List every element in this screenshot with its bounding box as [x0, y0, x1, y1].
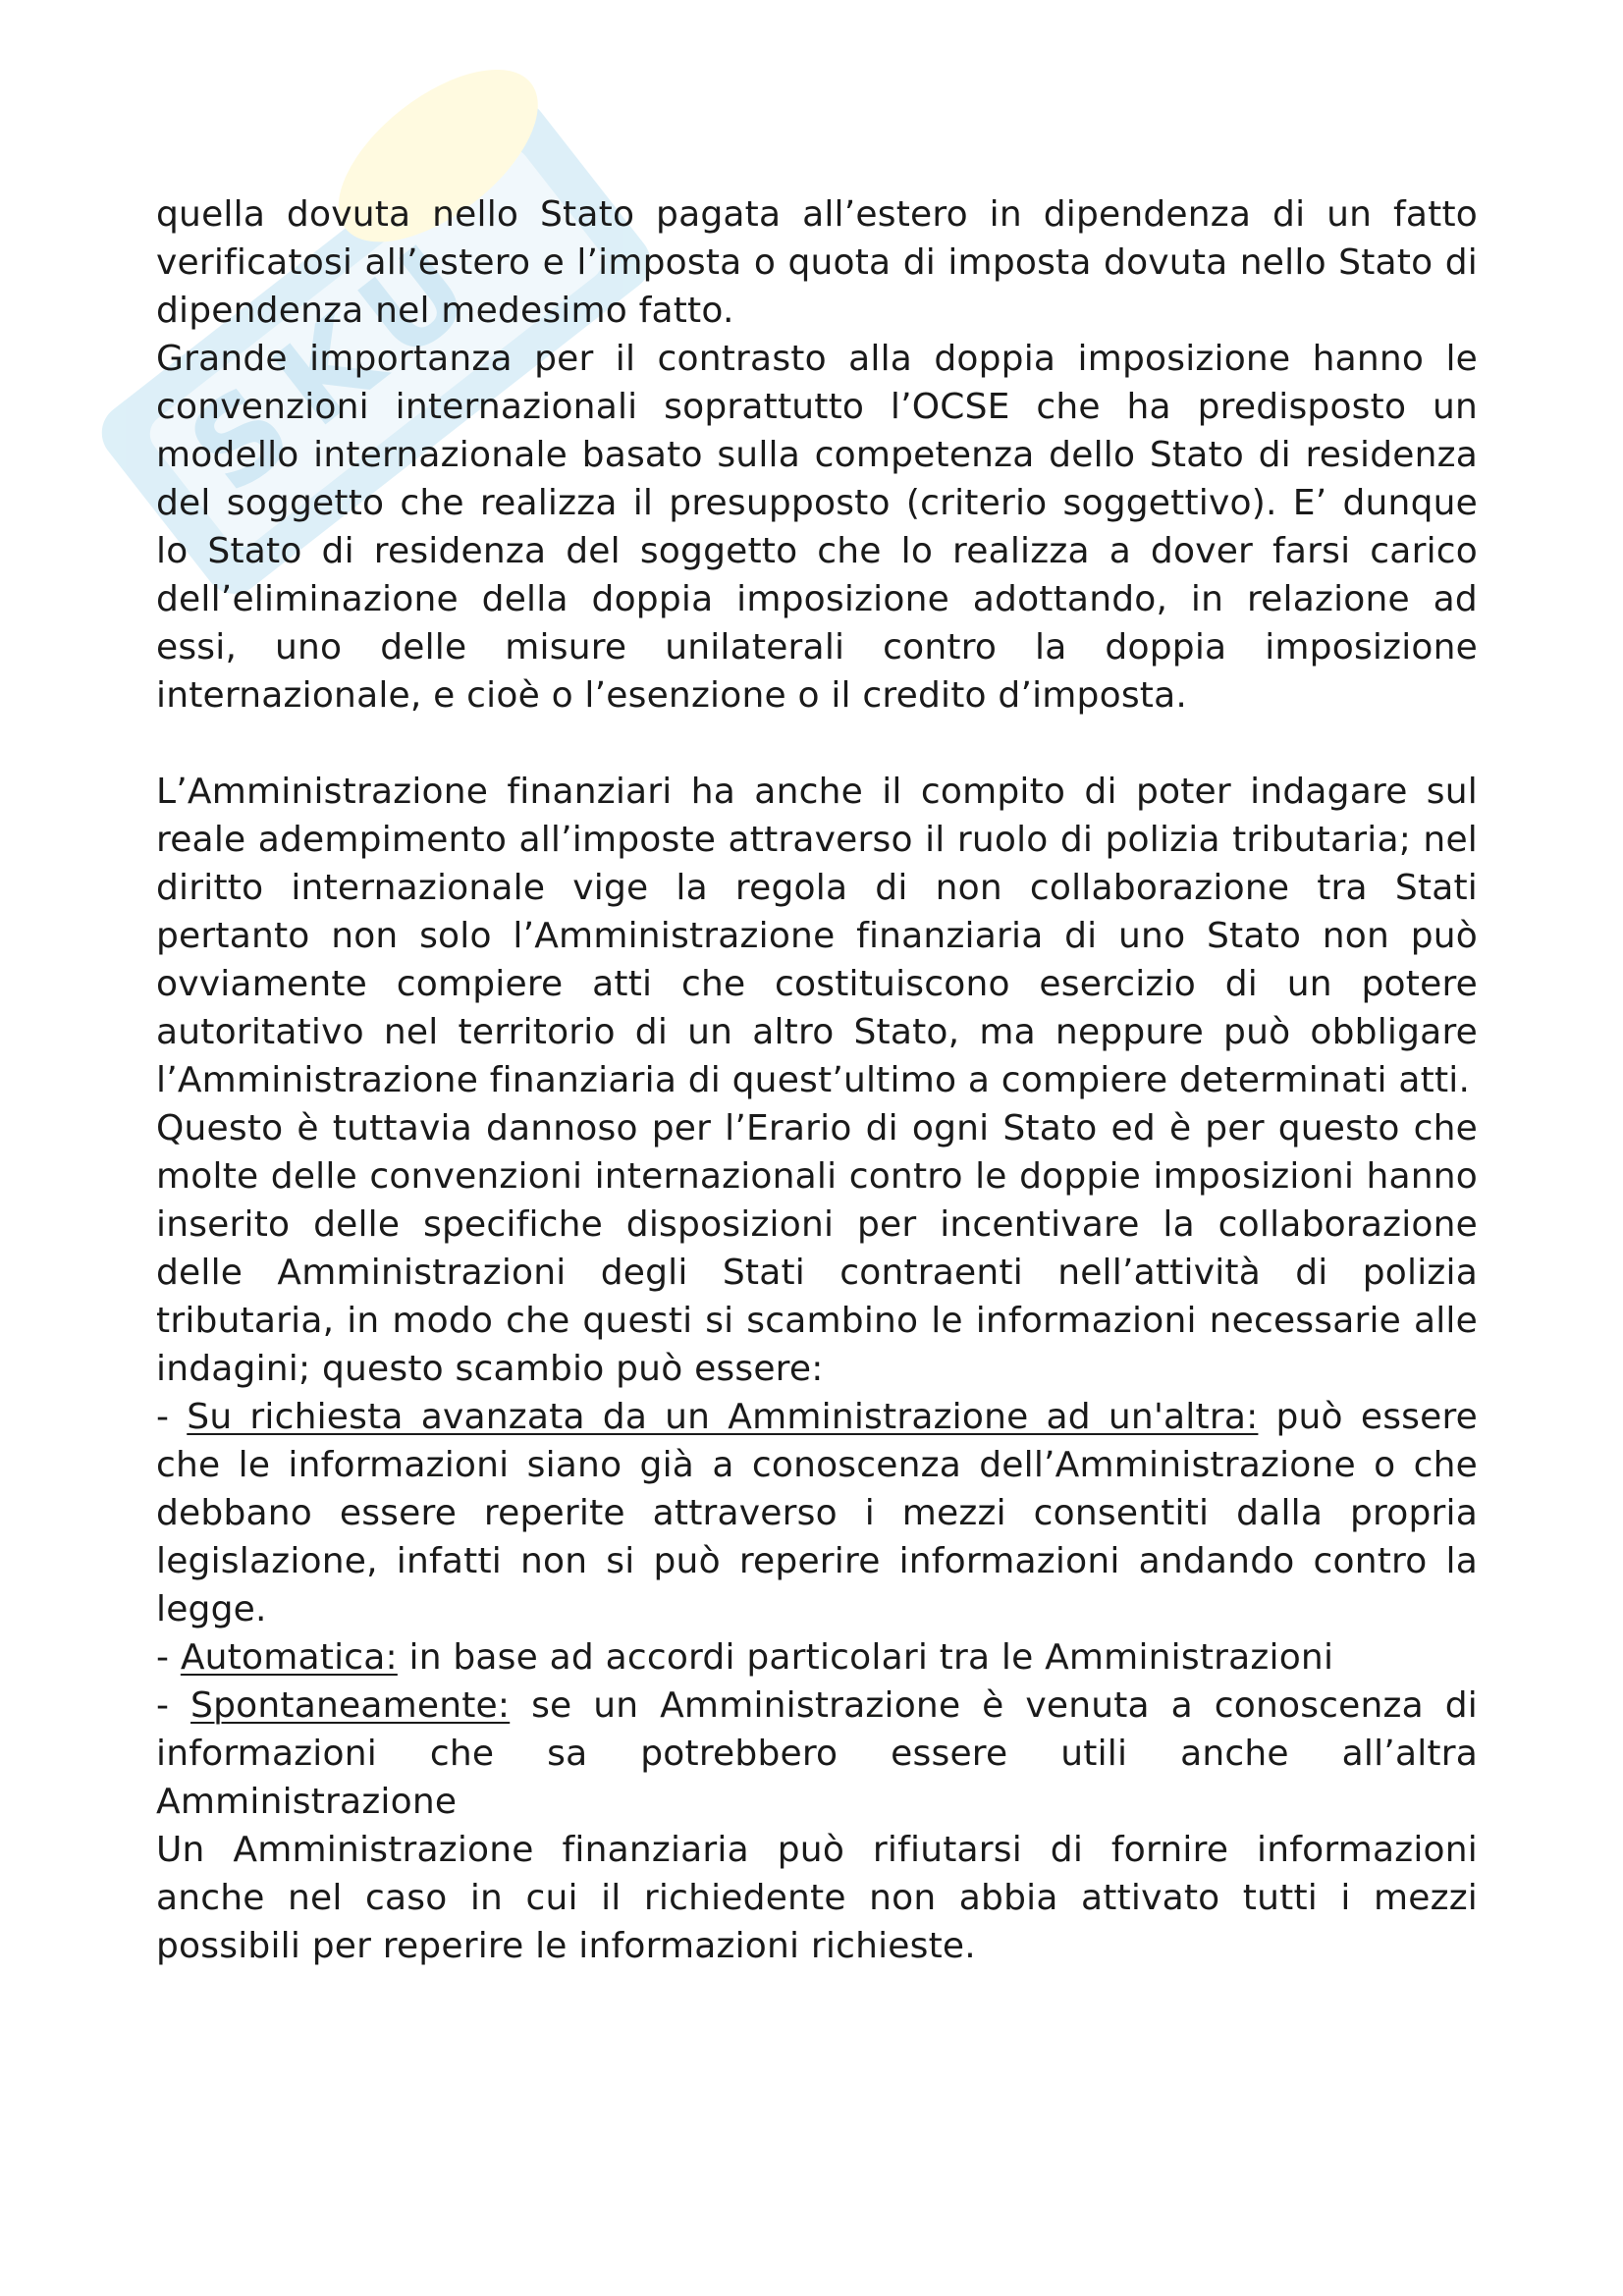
paragraph-2: Grande importanza per il contrasto alla doppia imposizione hanno le convenzioni internazionali soprattutto l’OCSE che ha predisposto un modello internazionale basato sulla competenza dello Stato di residenza del soggetto che realizza il presupposto (criterio soggettivo). E’ dunque lo Stato di residenza del soggetto che lo realizza a dover farsi carico dell’eliminazione della doppia imposizione adottando, in relazione ad essi, uno delle misure unilaterali contro la doppia imposizione internazionale, e cioè o l’esenzione o il credito d’imposta. — [156, 339, 1478, 716]
list-dash: - — [156, 1397, 188, 1437]
list-item-text: può essere che le informazioni siano già a conoscenza dell’Amministrazione o che debbano essere reperite attraverso i mezzi consentiti dalla propria legislazione, infatti non si può reperire informazioni andando contro la legge. — [156, 1397, 1479, 1629]
svg-text:U: U — [335, 220, 496, 388]
paragraph-gap — [156, 720, 1478, 768]
svg-text:K: K — [250, 290, 406, 454]
list-item-text: se un Amministrazione è venuta a conoscenza di informazioni che sa potrebbero essere utili anche all’altra Amministrazione — [156, 1685, 1478, 1822]
list-dash: - — [156, 1637, 181, 1678]
document-body — [156, 190, 1478, 1970]
list-item — [156, 1682, 1478, 1826]
list-item-label: Spontaneamente: — [190, 1685, 511, 1726]
list-item — [156, 1633, 1478, 1682]
list-item — [156, 1393, 1478, 1633]
paragraph-4: Questo è tuttavia dannoso per l’Erario di ogni Stato ed è per questo che molte delle convenzioni internazionali contro le doppie imposizioni hanno inserito delle specifiche disposizioni per incentivare la collaborazione delle Amministrazioni degli Stati contraenti nell’attività di polizia tributaria, in modo che questi si scambino le informazioni necessarie alle indagini; questo scambio può essere: — [156, 1108, 1478, 1389]
paragraph-1: quella dovuta nello Stato pagata all’estero in dipendenza di un fatto verificatosi all’estero e l’imposta o quota di imposta dovuta nello Stato di dipendenza nel medesimo fatto. — [156, 194, 1478, 331]
list-dash: - — [156, 1685, 191, 1726]
list-item-text: in base ad accordi particolari tra le Amministrazioni — [397, 1637, 1334, 1678]
paragraph-3: L’Amministrazione finanziari ha anche il compito di poter indagare sul reale adempimento all’imposte attraverso il ruolo di polizia tributaria; nel diritto internazionale vige la regola di non collaborazione tra Stati pertanto non solo l’Amministrazione finanziaria di uno Stato non può ovviamente compiere atti che costituiscono esercizio di un potere autoritativo nel territorio di un altro Stato, ma neppure può obbligare l’Amministrazione finanziaria di quest’ultimo a compiere determinati atti. — [156, 772, 1478, 1100]
list-item-label: Su richiesta avanzata da un Amministrazione ad un'altra: — [187, 1397, 1259, 1437]
list-item-label: Automatica: — [180, 1637, 398, 1678]
svg-text:S: S — [165, 359, 317, 520]
paragraph-5: Un Amministrazione finanziaria può rifiutarsi di fornire informazioni anche nel caso in cui il richiedente non abbia attivato tutti i mezzi possibili per reperire le informazioni richieste. — [156, 1830, 1478, 1966]
